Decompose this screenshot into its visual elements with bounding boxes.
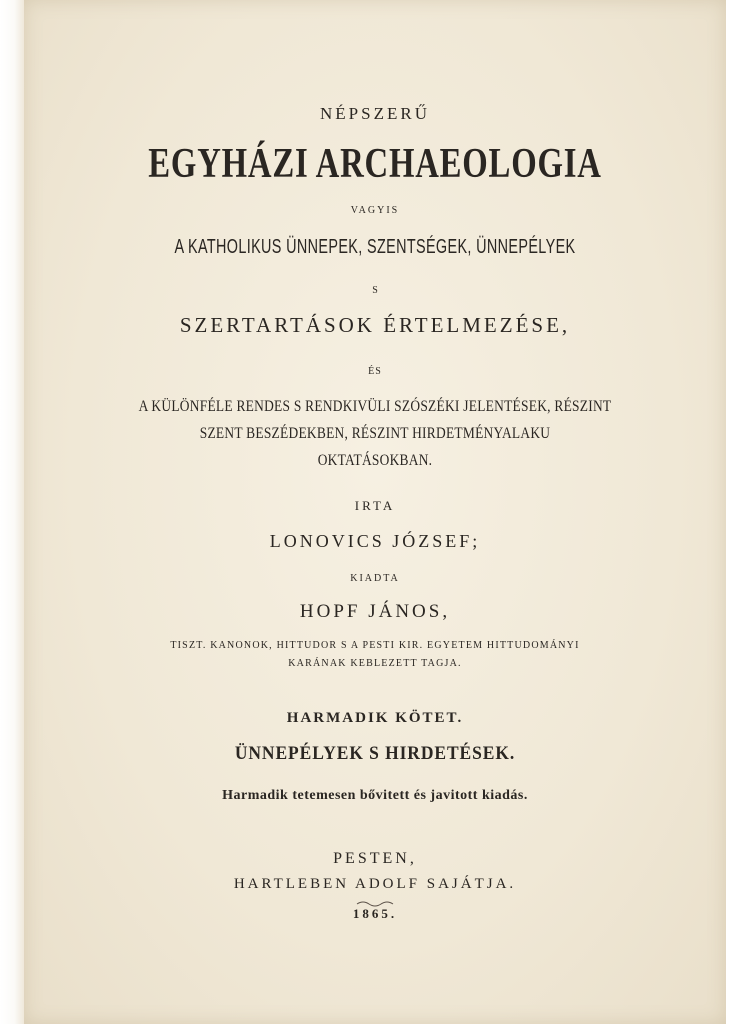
volume-number: HARMADIK KÖTET.	[286, 710, 464, 726]
kiadta-label: KIADTA	[350, 573, 400, 584]
vagyis-connector: VAGYIS	[350, 205, 400, 216]
editor-credentials-line: KARÁNAK KEBLEZETT TAGJA.	[288, 658, 462, 669]
description-line: SZENT BESZÉDEKBEN, RÉSZINT HIRDETMÉNYALAKU	[199, 425, 551, 442]
publication-place: PESTEN,	[333, 850, 417, 867]
ornament-flourish	[24, 895, 726, 905]
subtitle-line-2: SZERTARTÁSOK ÉRTELMEZÉSE,	[179, 313, 571, 337]
publisher-name: HARTLEBEN ADOLF SAJÁTJA.	[233, 876, 517, 892]
irta-label: IRTA	[354, 498, 396, 513]
description-line: OKTATÁSOKBAN.	[317, 452, 433, 469]
main-title: EGYHÁZI ARCHAEOLOGIA	[148, 141, 602, 187]
description-line: A KÜLÖNFÉLE RENDES S RENDKIVÜLI SZÓSZÉKI JELENTÉSEK, RÉSZINT	[138, 398, 612, 415]
editor-name: HOPF JÁNOS,	[299, 601, 451, 622]
pre-title: NÉPSZERŰ	[320, 104, 430, 123]
publication-year: 1865.	[352, 906, 398, 921]
edition-statement: Harmadik tetemesen bővitett és javitott kiadás.	[222, 788, 528, 803]
volume-title: ÜNNEPÉLYEK S HIRDETÉSEK.	[234, 743, 516, 764]
es-connector: ÉS	[368, 366, 382, 377]
editor-credentials-line: TISZT. KANONOK, HITTUDOR S A PESTI KIR. EGYETEM HITTUDOMÁNYI	[170, 640, 580, 651]
subtitle-line-1: A KATHOLIKUS ÜNNEPEK, SZENTSÉGEK, ÜNNEPÉLYEK	[174, 236, 576, 258]
s-connector: S	[372, 285, 378, 296]
page-edge	[0, 0, 24, 1024]
author-name: LONOVICS JÓZSEF;	[269, 531, 481, 551]
